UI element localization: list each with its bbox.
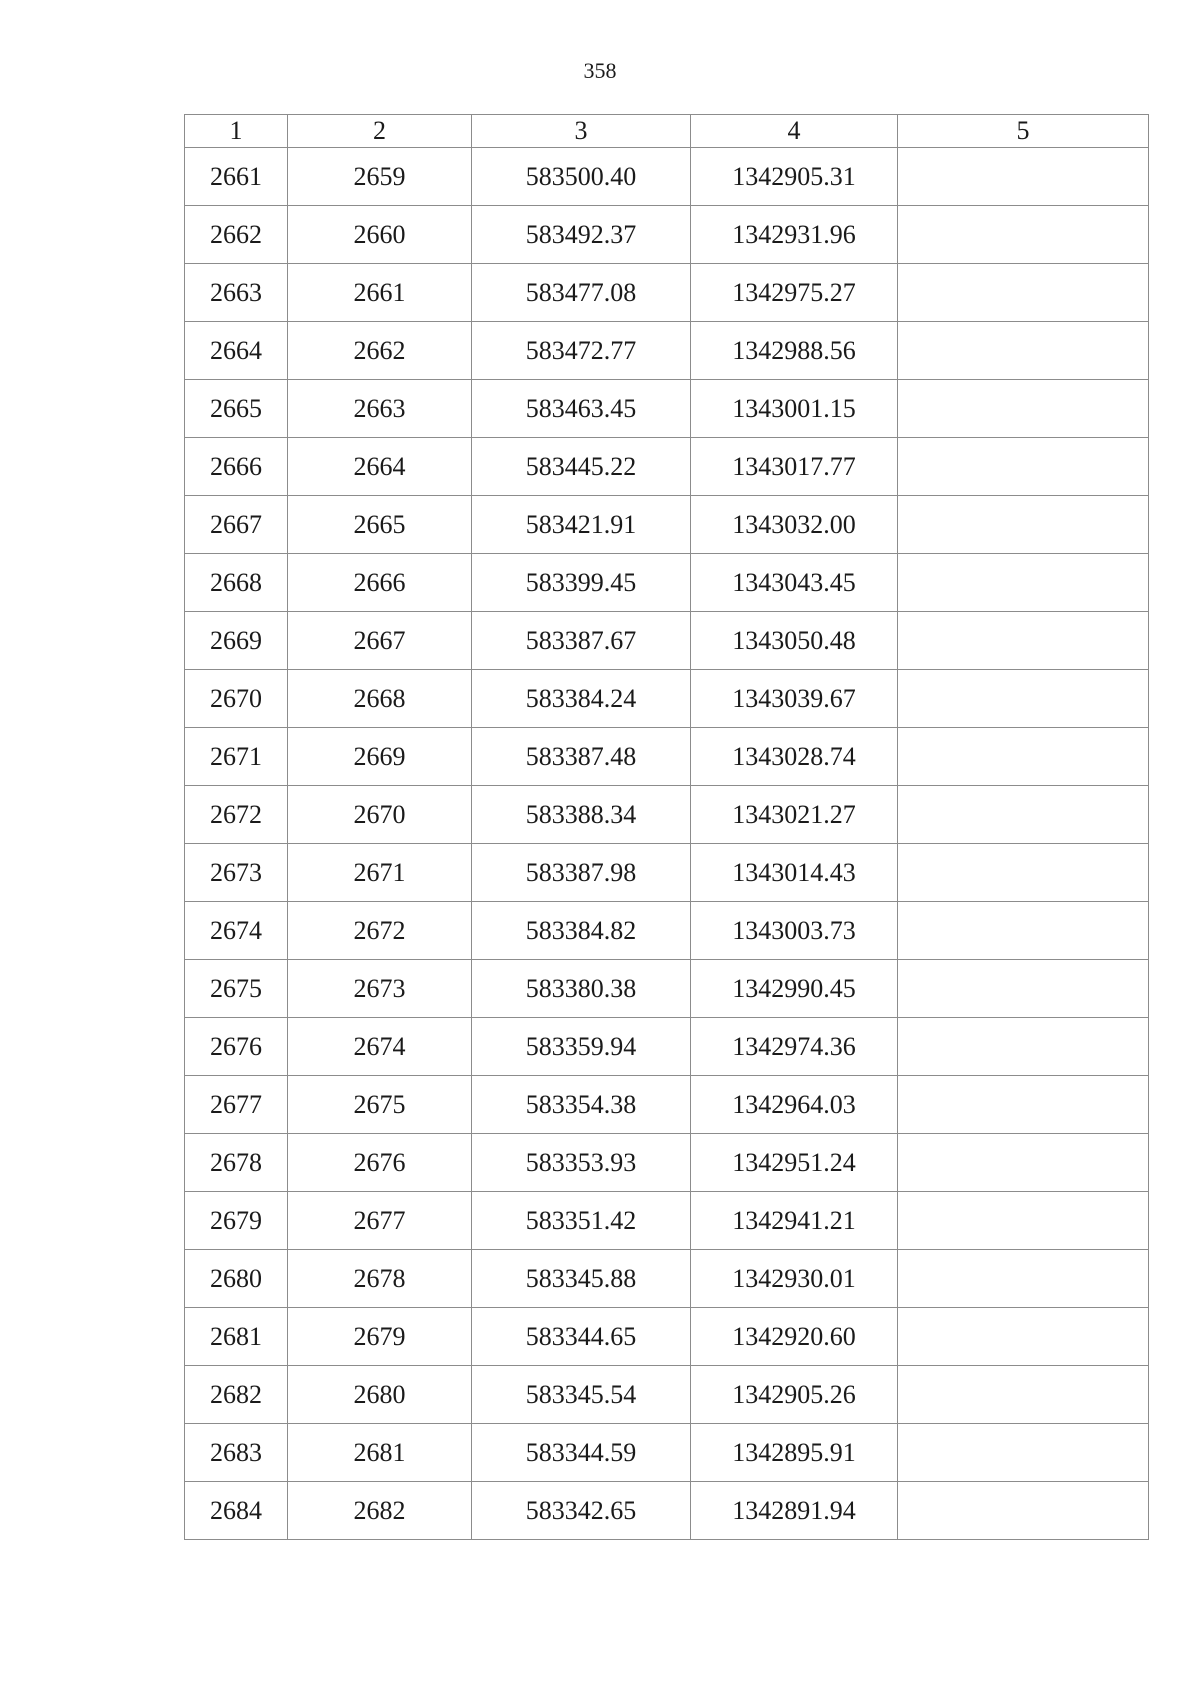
point-number-cell: 2682 (185, 1366, 288, 1424)
note-cell (898, 960, 1149, 1018)
table-row (185, 438, 1149, 496)
column-header: 4 (691, 115, 898, 148)
column-header: 5 (898, 115, 1149, 148)
prev-point-cell: 2671 (288, 844, 472, 902)
prev-point-cell: 2664 (288, 438, 472, 496)
prev-point-cell: 2673 (288, 960, 472, 1018)
header-row (185, 115, 1149, 148)
note-cell (898, 612, 1149, 670)
prev-point-cell: 2672 (288, 902, 472, 960)
note-cell (898, 728, 1149, 786)
table-row (185, 902, 1149, 960)
y-coordinate-cell: 1342920.60 (691, 1308, 898, 1366)
point-number-cell: 2677 (185, 1076, 288, 1134)
table-row (185, 670, 1149, 728)
x-coordinate-cell: 583472.77 (472, 322, 691, 380)
x-coordinate-cell: 583384.24 (472, 670, 691, 728)
y-coordinate-cell: 1343021.27 (691, 786, 898, 844)
prev-point-cell: 2659 (288, 148, 472, 206)
y-coordinate-cell: 1343001.15 (691, 380, 898, 438)
x-coordinate-cell: 583380.38 (472, 960, 691, 1018)
note-cell (898, 1250, 1149, 1308)
point-number-cell: 2670 (185, 670, 288, 728)
point-number-cell: 2676 (185, 1018, 288, 1076)
point-number-cell: 2665 (185, 380, 288, 438)
table-row (185, 380, 1149, 438)
note-cell (898, 1308, 1149, 1366)
point-number-cell: 2683 (185, 1424, 288, 1482)
x-coordinate-cell: 583388.34 (472, 786, 691, 844)
table-row (185, 148, 1149, 206)
table-row (185, 264, 1149, 322)
prev-point-cell: 2670 (288, 786, 472, 844)
point-number-cell: 2680 (185, 1250, 288, 1308)
note-cell (898, 380, 1149, 438)
table-row (185, 1134, 1149, 1192)
y-coordinate-cell: 1343003.73 (691, 902, 898, 960)
prev-point-cell: 2665 (288, 496, 472, 554)
prev-point-cell: 2680 (288, 1366, 472, 1424)
table-row (185, 612, 1149, 670)
table-row (185, 1308, 1149, 1366)
prev-point-cell: 2663 (288, 380, 472, 438)
table-body (185, 148, 1149, 1540)
table-row (185, 1076, 1149, 1134)
prev-point-cell: 2660 (288, 206, 472, 264)
point-number-cell: 2679 (185, 1192, 288, 1250)
y-coordinate-cell: 1342905.31 (691, 148, 898, 206)
y-coordinate-cell: 1343014.43 (691, 844, 898, 902)
y-coordinate-cell: 1342975.27 (691, 264, 898, 322)
prev-point-cell: 2675 (288, 1076, 472, 1134)
point-number-cell: 2678 (185, 1134, 288, 1192)
point-number-cell: 2673 (185, 844, 288, 902)
prev-point-cell: 2678 (288, 1250, 472, 1308)
note-cell (898, 1424, 1149, 1482)
prev-point-cell: 2676 (288, 1134, 472, 1192)
y-coordinate-cell: 1342905.26 (691, 1366, 898, 1424)
x-coordinate-cell: 583354.38 (472, 1076, 691, 1134)
point-number-cell: 2661 (185, 148, 288, 206)
prev-point-cell: 2667 (288, 612, 472, 670)
y-coordinate-cell: 1342974.36 (691, 1018, 898, 1076)
prev-point-cell: 2679 (288, 1308, 472, 1366)
x-coordinate-cell: 583344.59 (472, 1424, 691, 1482)
x-coordinate-cell: 583387.98 (472, 844, 691, 902)
point-number-cell: 2663 (185, 264, 288, 322)
y-coordinate-cell: 1342951.24 (691, 1134, 898, 1192)
point-number-cell: 2671 (185, 728, 288, 786)
note-cell (898, 1192, 1149, 1250)
point-number-cell: 2662 (185, 206, 288, 264)
point-number-cell: 2681 (185, 1308, 288, 1366)
table-row (185, 554, 1149, 612)
x-coordinate-cell: 583477.08 (472, 264, 691, 322)
note-cell (898, 902, 1149, 960)
point-number-cell: 2674 (185, 902, 288, 960)
note-cell (898, 496, 1149, 554)
table-row (185, 1482, 1149, 1540)
point-number-cell: 2684 (185, 1482, 288, 1540)
table-row (185, 786, 1149, 844)
note-cell (898, 1076, 1149, 1134)
x-coordinate-cell: 583463.45 (472, 380, 691, 438)
note-cell (898, 1134, 1149, 1192)
x-coordinate-cell: 583345.88 (472, 1250, 691, 1308)
x-coordinate-cell: 583387.48 (472, 728, 691, 786)
note-cell (898, 786, 1149, 844)
note-cell (898, 322, 1149, 380)
y-coordinate-cell: 1342941.21 (691, 1192, 898, 1250)
x-coordinate-cell: 583445.22 (472, 438, 691, 496)
table-row (185, 1424, 1149, 1482)
x-coordinate-cell: 583353.93 (472, 1134, 691, 1192)
point-number-cell: 2669 (185, 612, 288, 670)
table-row (185, 1250, 1149, 1308)
y-coordinate-cell: 1342930.01 (691, 1250, 898, 1308)
table-row (185, 496, 1149, 554)
y-coordinate-cell: 1342895.91 (691, 1424, 898, 1482)
x-coordinate-cell: 583351.42 (472, 1192, 691, 1250)
note-cell (898, 670, 1149, 728)
note-cell (898, 148, 1149, 206)
x-coordinate-cell: 583399.45 (472, 554, 691, 612)
column-header: 1 (185, 115, 288, 148)
table-row (185, 960, 1149, 1018)
y-coordinate-cell: 1342931.96 (691, 206, 898, 264)
point-number-cell: 2675 (185, 960, 288, 1018)
page-number: 358 (583, 58, 617, 83)
note-cell (898, 264, 1149, 322)
note-cell (898, 844, 1149, 902)
y-coordinate-cell: 1343043.45 (691, 554, 898, 612)
table-row (185, 1192, 1149, 1250)
column-header: 2 (288, 115, 472, 148)
prev-point-cell: 2682 (288, 1482, 472, 1540)
y-coordinate-cell: 1342990.45 (691, 960, 898, 1018)
note-cell (898, 206, 1149, 264)
y-coordinate-cell: 1343017.77 (691, 438, 898, 496)
x-coordinate-cell: 583492.37 (472, 206, 691, 264)
point-number-cell: 2664 (185, 322, 288, 380)
note-cell (898, 1018, 1149, 1076)
y-coordinate-cell: 1342964.03 (691, 1076, 898, 1134)
prev-point-cell: 2669 (288, 728, 472, 786)
note-cell (898, 1366, 1149, 1424)
note-cell (898, 1482, 1149, 1540)
table-header (185, 115, 1149, 148)
y-coordinate-cell: 1343028.74 (691, 728, 898, 786)
x-coordinate-cell: 583384.82 (472, 902, 691, 960)
point-number-cell: 2672 (185, 786, 288, 844)
y-coordinate-cell: 1343050.48 (691, 612, 898, 670)
note-cell (898, 438, 1149, 496)
x-coordinate-cell: 583344.65 (472, 1308, 691, 1366)
point-number-cell: 2666 (185, 438, 288, 496)
x-coordinate-cell: 583345.54 (472, 1366, 691, 1424)
prev-point-cell: 2677 (288, 1192, 472, 1250)
note-cell (898, 554, 1149, 612)
y-coordinate-cell: 1342988.56 (691, 322, 898, 380)
table-row (185, 1018, 1149, 1076)
prev-point-cell: 2666 (288, 554, 472, 612)
x-coordinate-cell: 583500.40 (472, 148, 691, 206)
table-row (185, 206, 1149, 264)
prev-point-cell: 2681 (288, 1424, 472, 1482)
y-coordinate-cell: 1343039.67 (691, 670, 898, 728)
x-coordinate-cell: 583387.67 (472, 612, 691, 670)
prev-point-cell: 2668 (288, 670, 472, 728)
x-coordinate-cell: 583421.91 (472, 496, 691, 554)
coordinates-table (184, 114, 1149, 1540)
point-number-cell: 2667 (185, 496, 288, 554)
y-coordinate-cell: 1343032.00 (691, 496, 898, 554)
prev-point-cell: 2661 (288, 264, 472, 322)
x-coordinate-cell: 583342.65 (472, 1482, 691, 1540)
prev-point-cell: 2674 (288, 1018, 472, 1076)
table-row (185, 1366, 1149, 1424)
x-coordinate-cell: 583359.94 (472, 1018, 691, 1076)
table-row (185, 728, 1149, 786)
y-coordinate-cell: 1342891.94 (691, 1482, 898, 1540)
point-number-cell: 2668 (185, 554, 288, 612)
column-header: 3 (472, 115, 691, 148)
table-row (185, 322, 1149, 380)
table-row (185, 844, 1149, 902)
prev-point-cell: 2662 (288, 322, 472, 380)
